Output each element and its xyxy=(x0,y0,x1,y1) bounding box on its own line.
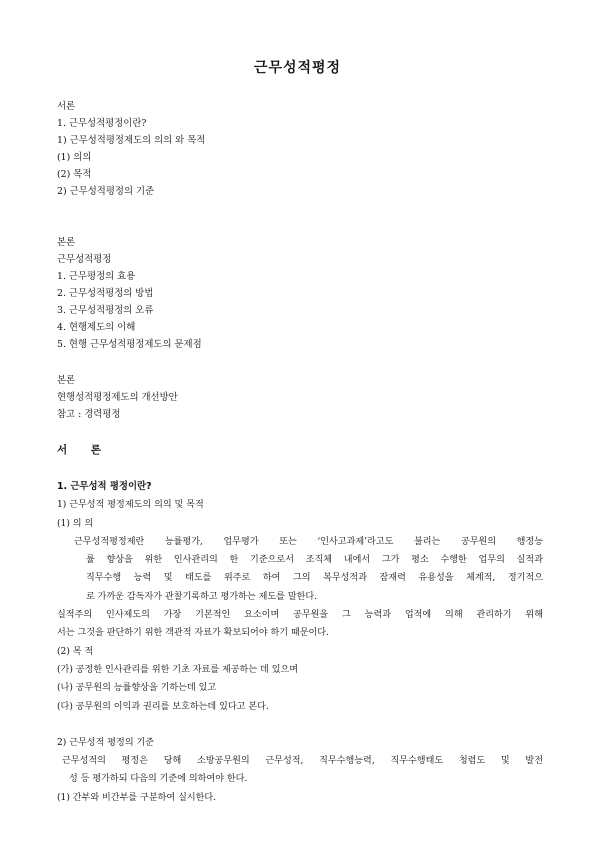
paragraph-line: 서는 그것을 판단하기 위한 객관적 자료가 확보되어야 하기 때문이다. xyxy=(57,628,329,639)
toc-item: 5. 현행 근무성적평정제도의 문제점 xyxy=(57,339,202,350)
paragraph-line: 률 향상을 위한 인사관리의 한 기준으로서 조직체 내에서 그가 평소 수행한 업무의 실적과 xyxy=(86,555,543,566)
toc-item: 참고 : 경력평정 xyxy=(57,409,121,420)
toc-item: 현행성적평정제도의 개선방안 xyxy=(57,392,178,403)
list-item: (가) 공정한 인사관리를 위한 기초 자료를 제공하는 데 있으며 xyxy=(57,664,299,675)
subheading: (1) 의 의 xyxy=(57,518,94,529)
subheading: (2) 목 적 xyxy=(57,646,94,657)
toc-item: 1. 근무평정의 효용 xyxy=(57,271,136,282)
toc-item: (1) 의의 xyxy=(57,152,92,163)
toc-item: (2) 목적 xyxy=(57,169,92,180)
toc-main xyxy=(57,234,202,353)
toc-item: 3. 근무성적평정의 오류 xyxy=(57,305,154,316)
list-item: (나) 공무원의 능률향상을 기하는데 있고 xyxy=(57,683,217,694)
paragraph-line: 근무성적평정제란 능률평가, 업무평가 또는 ‘인사고과제’라고도 불리는 공무원의 행정능 xyxy=(74,536,543,547)
subheading: 1) 근무성적 평정제도의 의의 및 목적 xyxy=(57,500,204,511)
section-heading: 서 론 xyxy=(57,444,111,456)
toc-intro xyxy=(57,98,205,200)
toc-item: 본론 xyxy=(57,237,76,248)
toc-item: 1. 근무성적평정이란? xyxy=(57,118,147,129)
paragraph-line: 직무수행 능력 및 태도를 위주로 하여 그의 복무성적과 잠재력 유용성을 체계적, 정기적으 xyxy=(86,573,543,584)
document-title: 근무성적평정 xyxy=(253,60,342,76)
list-item: (다) 공무원의 이익과 권리를 보호하는데 있다고 본다. xyxy=(57,701,269,712)
toc-item: 2. 근무성적평정의 방법 xyxy=(57,288,154,299)
toc-item: 근무성적평정 xyxy=(57,254,112,265)
document-body xyxy=(57,478,543,807)
toc-item: 서론 xyxy=(57,101,76,112)
toc-end xyxy=(57,372,178,423)
toc-item: 1) 근무성적평정제도의 의의 와 목적 xyxy=(57,135,206,146)
subheading: 2) 근무성적 평정의 기준 xyxy=(57,737,155,748)
heading-1: 1. 근무성적 평정이란? xyxy=(57,481,152,492)
paragraph-line: 실적주의 인사제도의 가장 기본적인 요소이며 공무원을 그 능력과 업적에 의해 관리하기 위해 xyxy=(57,610,543,621)
paragraph-line: 성 등 평가하되 다음의 기준에 의하여야 한다. xyxy=(69,774,248,785)
paragraph-line: 근무성적의 평정은 당해 소방공무원의 근무성적, 직무수행능력, 직무수행태도 청렴도 및 발전 xyxy=(62,756,543,767)
toc-item: 2) 근무성적평정의 기준 xyxy=(57,186,155,197)
paragraph-line: 로 가까운 감독자가 관찰기록하고 평가하는 제도를 말한다. xyxy=(86,591,318,602)
toc-item: 4. 현행제도의 이해 xyxy=(57,322,136,333)
list-item: (1) 간부와 비간부를 구분하여 실시한다. xyxy=(57,792,217,803)
toc-item: 본론 xyxy=(57,375,76,386)
